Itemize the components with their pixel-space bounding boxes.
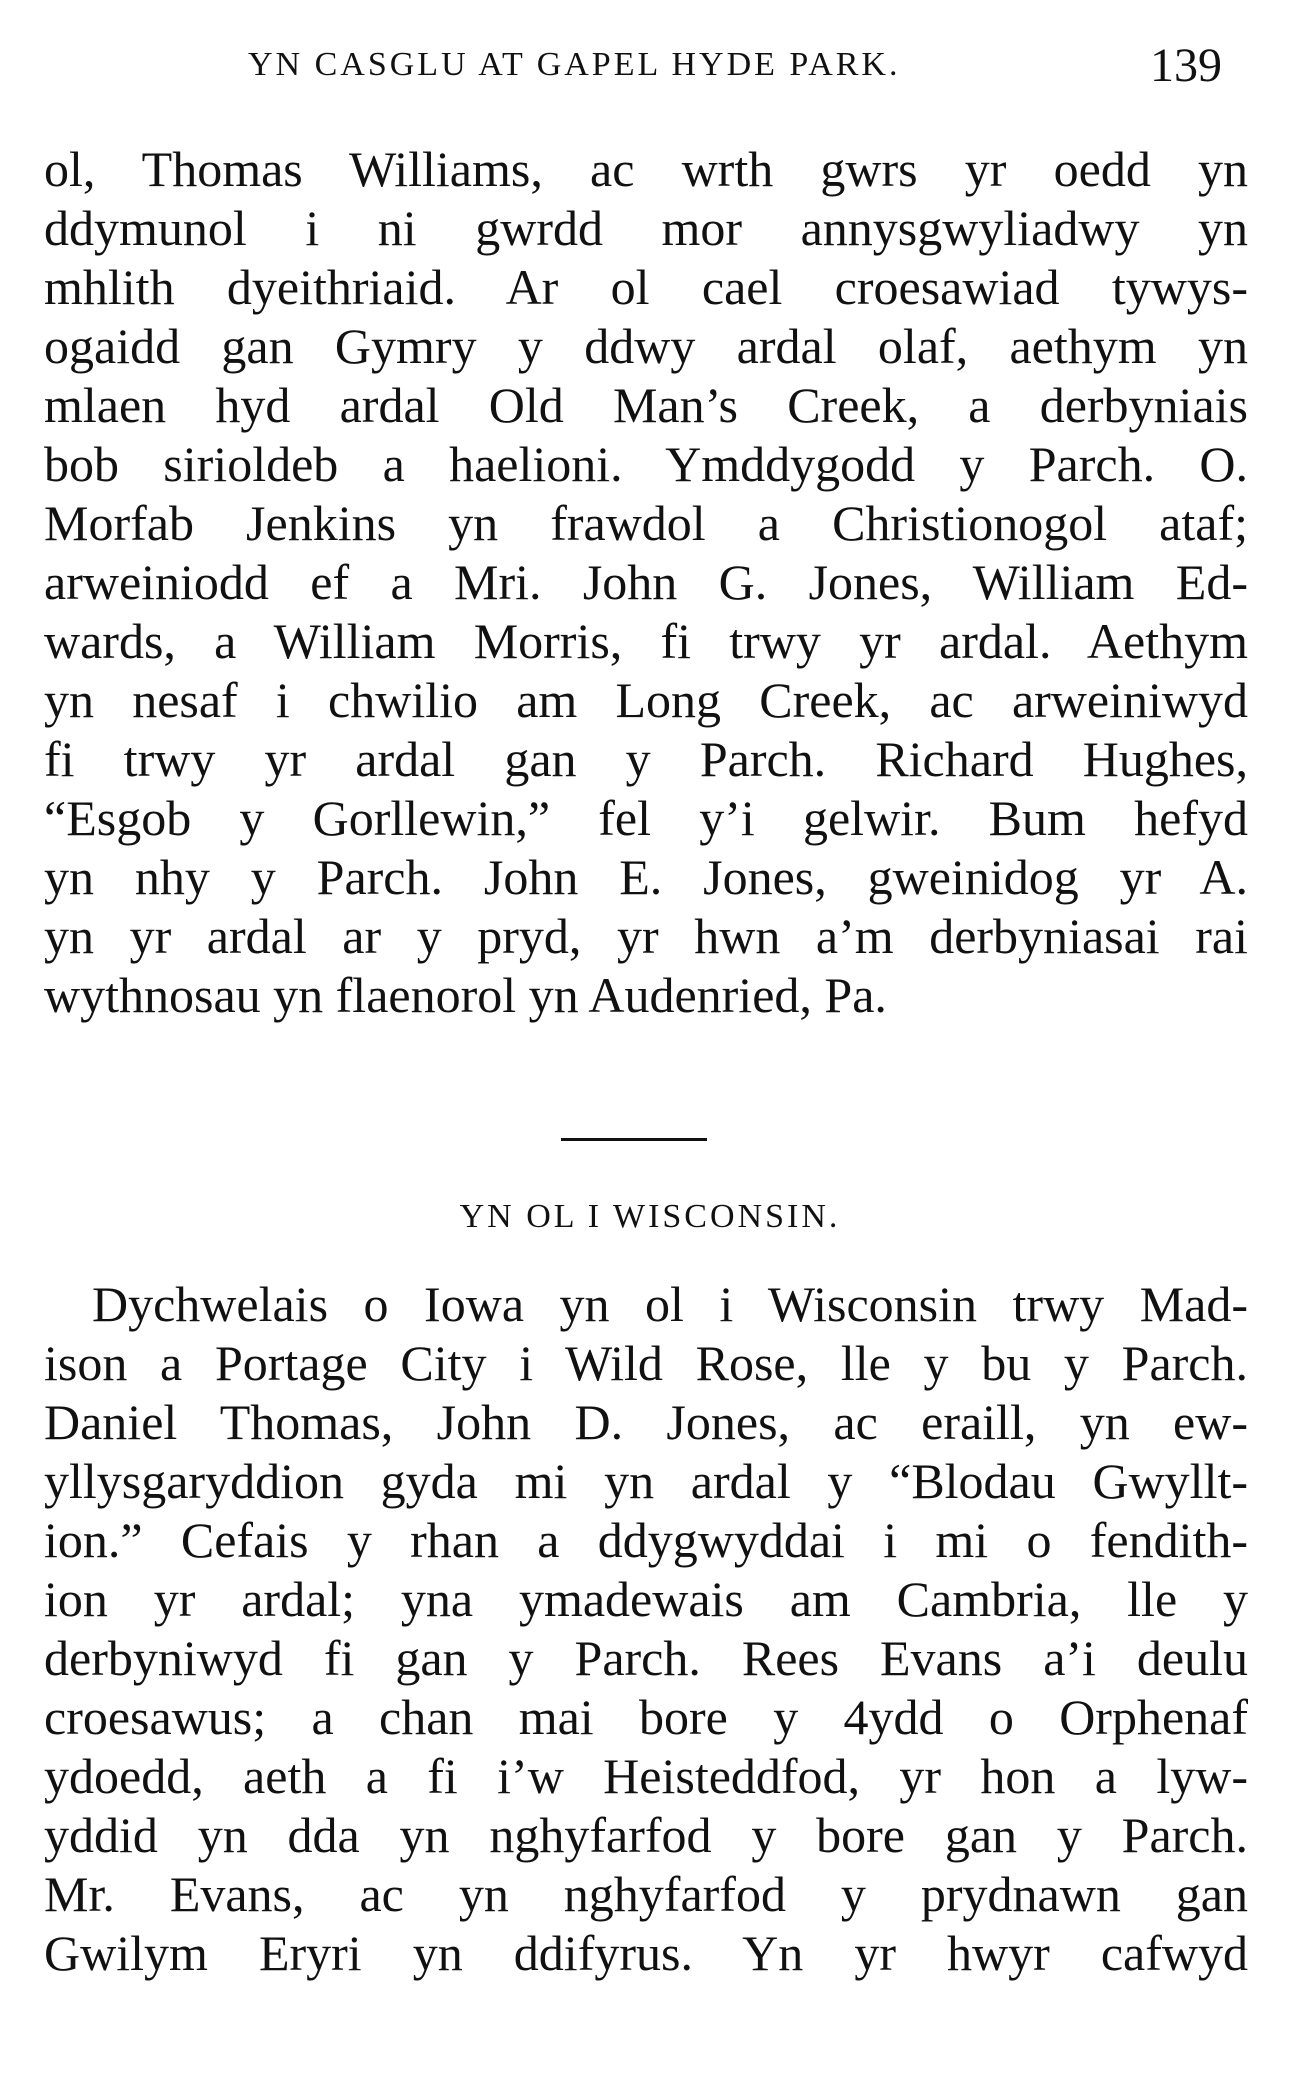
text-line: mlaen hyd ardal Old Man’s Creek, a derbyniais [44, 377, 1248, 433]
page-number: 139 [1150, 39, 1222, 92]
text-line: ddymunol i ni gwrdd mor annysgwyliadwy yn [44, 200, 1248, 256]
running-head [0, 38, 1300, 98]
text-line: Morfab Jenkins yn frawdol a Christionogol ataf; [44, 495, 1248, 551]
text-line: Daniel Thomas, John D. Jones, ac eraill, yn ew- [44, 1394, 1248, 1450]
text-line: ison a Portage City i Wild Rose, lle y bu y Parch. [44, 1335, 1248, 1391]
text-line: fi trwy yr ardal gan y Parch. Richard Hughes, [44, 731, 1248, 787]
text-line: yn yr ardal ar y pryd, yr hwn a’m derbyniasai rai [44, 908, 1248, 964]
text-line: mhlith dyeithriaid. Ar ol cael croesawiad tywys- [44, 259, 1248, 315]
text-line: “Esgob y Gorllewin,” fel y’i gelwir. Bum hefyd [44, 790, 1248, 846]
text-line: yllysgaryddion gyda mi yn ardal y “Blodau Gwyllt- [44, 1453, 1248, 1509]
text-line: yn nhy y Parch. John E. Jones, gweinidog yr A. [44, 849, 1248, 905]
text-line: yn nesaf i chwilio am Long Creek, ac arweiniwyd [44, 672, 1248, 728]
text-line: ol, Thomas Williams, ac wrth gwrs yr oedd yn [44, 141, 1248, 197]
text-line: Dychwelais o Iowa yn ol i Wisconsin trwy Mad- [92, 1276, 1248, 1332]
section-heading: YN OL I WISCONSIN. [459, 1198, 841, 1235]
running-title: YN CASGLU AT GAPEL HYDE PARK. [248, 46, 901, 83]
text-line: derbyniwyd fi gan y Parch. Rees Evans a’i deulu [44, 1630, 1248, 1686]
text-line: arweiniodd ef a Mri. John G. Jones, William Ed- [44, 554, 1248, 610]
section-divider-rule [561, 1138, 707, 1141]
text-line: ogaidd gan Gymry y ddwy ardal olaf, aethym yn [44, 318, 1248, 374]
text-line: bob sirioldeb a haelioni. Ymddygodd y Parch. O. [44, 436, 1248, 492]
text-line: croesawus; a chan mai bore y 4ydd o Orphenaf [44, 1689, 1248, 1745]
text-line: ion.” Cefais y rhan a ddygwyddai i mi o fendith- [44, 1512, 1248, 1568]
text-line: ydoedd, aeth a fi i’w Heisteddfod, yr hon a lyw- [44, 1748, 1248, 1804]
text-line: Gwilym Eryri yn ddifyrus. Yn yr hwyr cafwyd [44, 1925, 1248, 1981]
text-line: wards, a William Morris, fi trwy yr ardal. Aethym [44, 613, 1248, 669]
text-line: yddid yn dda yn nghyfarfod y bore gan y Parch. [44, 1807, 1248, 1863]
text-line: Mr. Evans, ac yn nghyfarfod y prydnawn gan [44, 1866, 1248, 1922]
text-line: wythnosau yn flaenorol yn Audenried, Pa. [44, 967, 887, 1023]
text-line: ion yr ardal; yna ymadewais am Cambria, lle y [44, 1571, 1248, 1627]
